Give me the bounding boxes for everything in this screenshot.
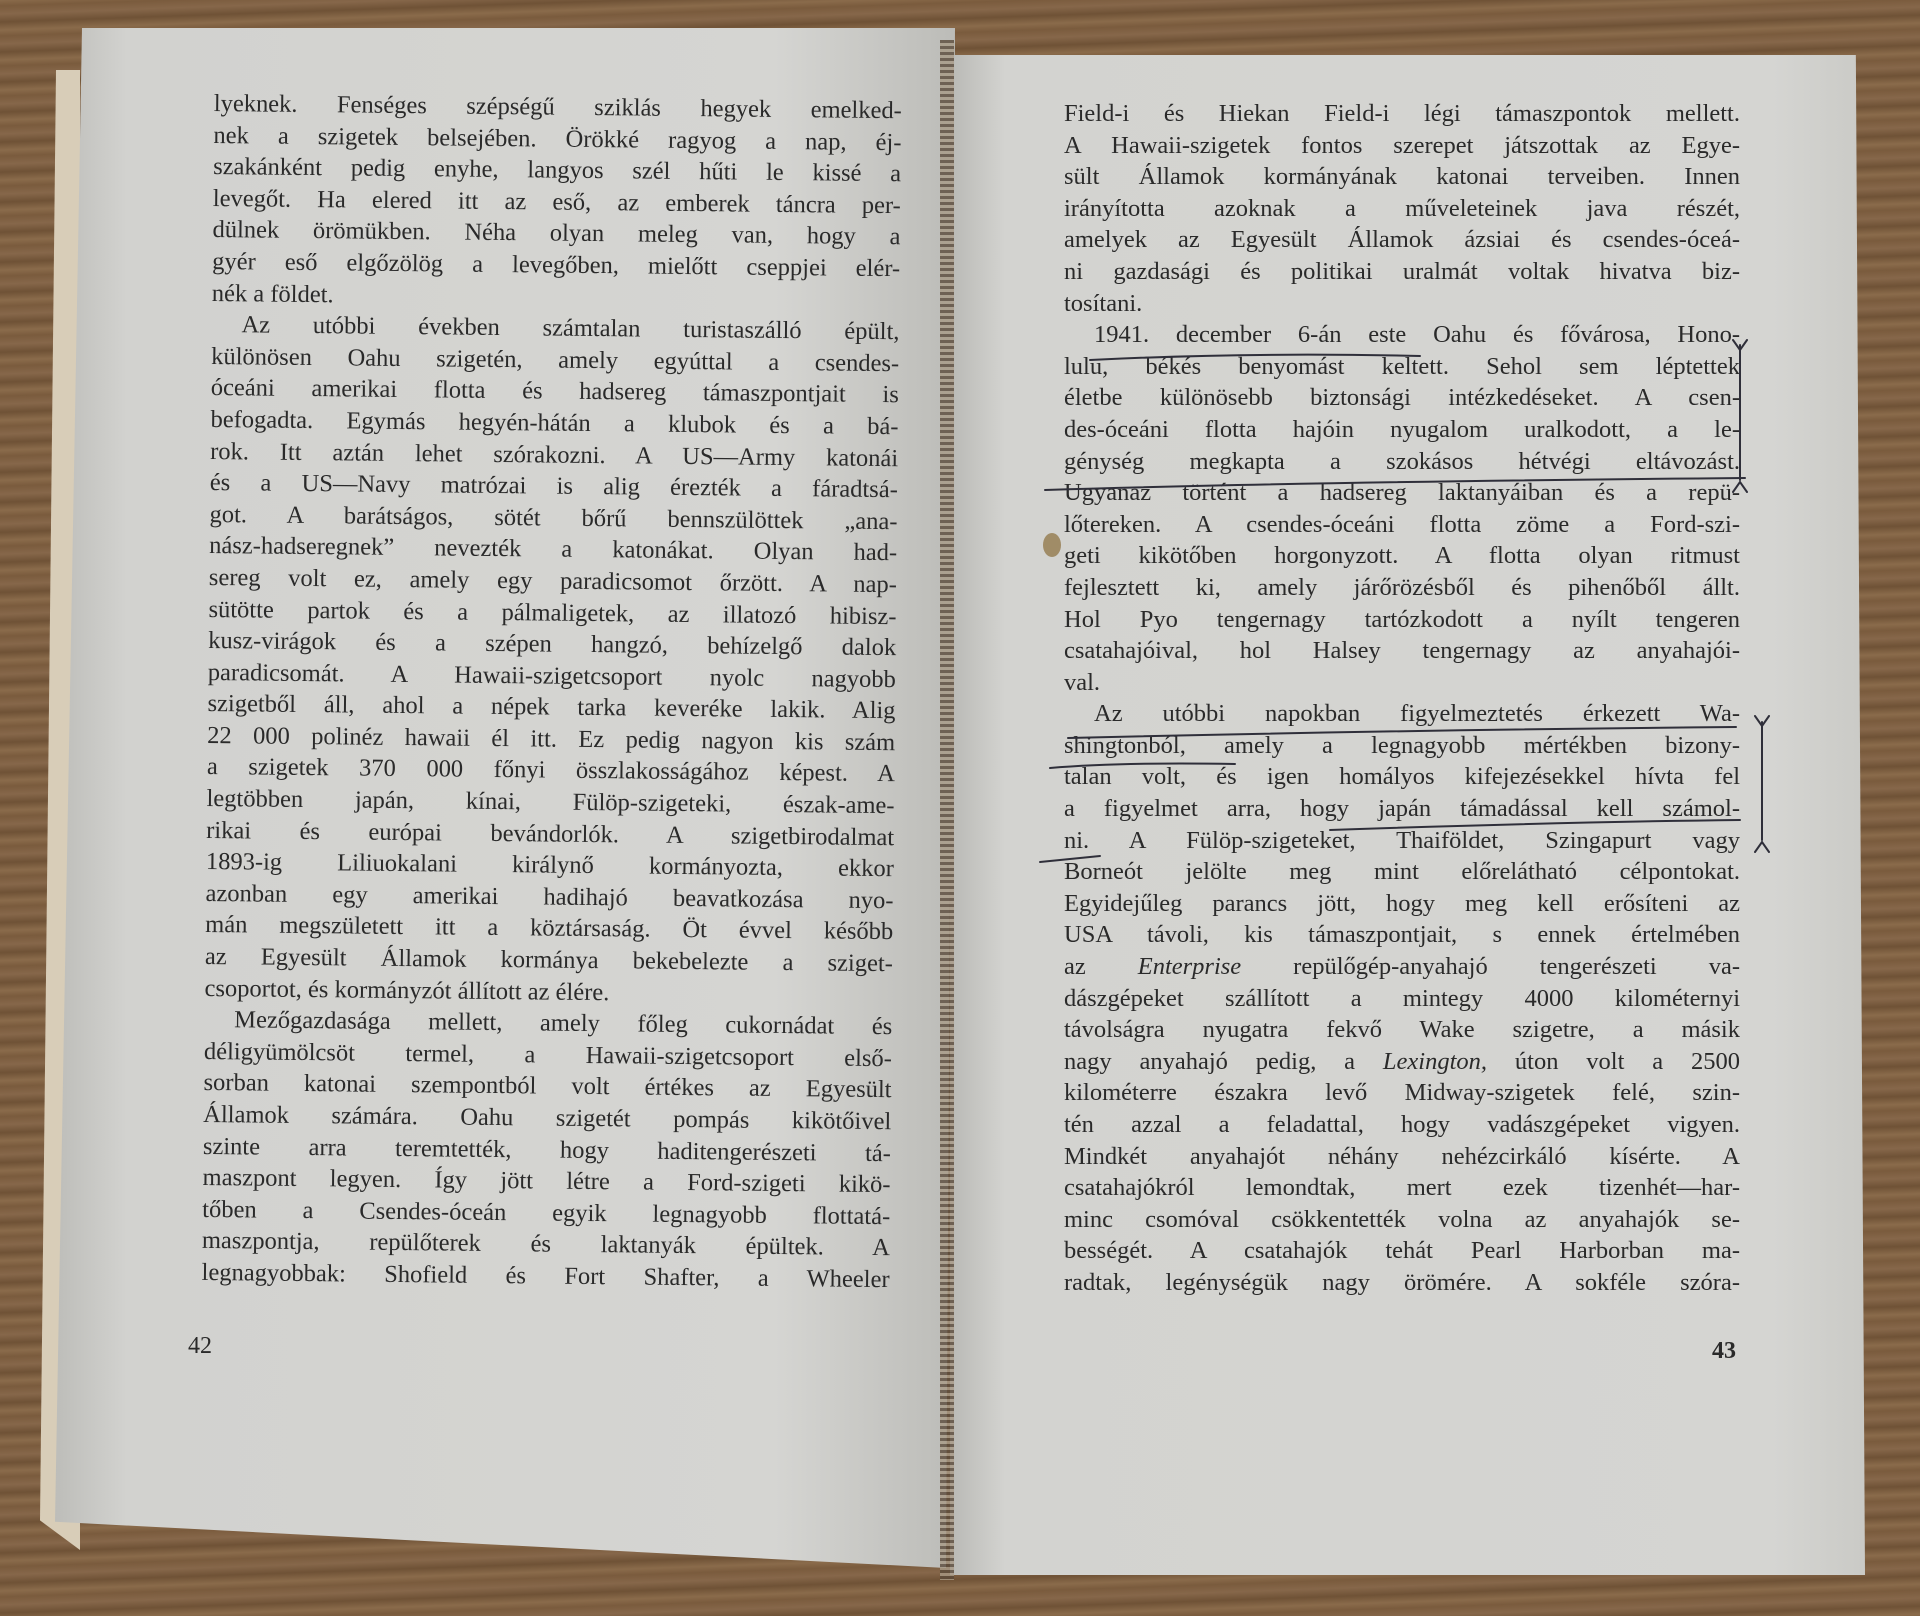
text-segment: amelyek az Egyesült Államok ázsiai és csendes-óceá- [1064,226,1740,254]
text-segment: got. A barátságos, sötét bőrű bennszülöttek „ana- [209,500,898,535]
text-segment: sült Államok kormányának katonai terveiben. Innen [1064,163,1740,191]
text-segment: nász-hadseregnek” nevezték a katonákat. Olyan had- [209,532,898,567]
text-segment: nagy anyahajó pedig, a [1064,1047,1383,1075]
text-segment: szinte arra teremtették, hogy haditengerészeti tá- [202,1132,892,1167]
text-segment: szakánként pedig enyhe, langyos szél hűti le kissé a [213,153,902,188]
text-line [1064,572,1740,604]
text-segment: tosítani. [1064,289,1143,317]
text-segment: geti kikötőben horgonyzott. A flotta olyan ritmust [1064,542,1740,570]
text-segment: különösen Oahu szigetén, amely egyúttal a csendes- [211,342,900,377]
text-line [1064,193,1740,225]
text-segment: távolságra nyugatra fekvő Wake szigetre, a másik [1064,1016,1740,1044]
text-line [1064,888,1740,920]
text-segment: mán megszületett itt a köztársaság. Öt évvel később [205,911,894,946]
left-page-text [201,88,902,1296]
text-segment: rikai és európai bevándorlók. A szigetbirodalmat [206,816,895,851]
text-segment: fejlesztett ki, amely járőrözésből és pihenőből állt. [1064,573,1740,601]
text-segment: nek a szigetek belsejében. Örökké ragyog a nap, éj- [213,121,902,156]
text-segment: 1893-ig Liliuokalani királynő kormányozta, ekkor [205,848,895,883]
text-segment: csoportot, és kormányzót állított az élére. [204,974,610,1006]
right-page-text [1064,98,1740,1299]
text-line [1064,130,1740,162]
text-segment: repülőgép-anyahajó tengerészeti va- [1241,953,1740,981]
text-line [1064,382,1740,414]
italic-ship-name: Lexington, [1382,1047,1488,1075]
text-segment: paradicsomát. A Hawaii-szigetcsoport nyolc nagyobb [207,658,896,693]
text-line [1064,793,1740,825]
italic-ship-name: Enterprise [1137,953,1242,981]
text-segment: az [1064,953,1138,981]
text-segment: shingtonból, amely a legnagyobb mértékben bizony- [1064,731,1740,759]
text-line [1064,667,1740,699]
text-line [1064,951,1740,983]
text-line [1064,477,1740,509]
text-segment: A Hawaii-szigetek fontos szerepet játszottak az Egye- [1064,131,1740,159]
text-line [1064,604,1740,636]
text-line [1064,1235,1740,1267]
text-line [1064,1109,1740,1141]
text-line [1064,414,1740,446]
text-segment: génység megkapta a szokásos hétvégi eltávozást. [1064,447,1740,475]
text-segment: levegőt. Ha elered itt az eső, az emberek táncra per- [212,184,901,219]
text-line [1064,288,1740,320]
text-segment: 1941. december 6-án este Oahu és fővárosa, Hono- [1094,321,1740,349]
text-segment: gyér eső elgőzölög a levegőben, mielőtt cseppjei elér- [212,247,901,283]
text-segment: irányította azoknak a műveleteinek java részét, [1064,194,1740,222]
text-segment: szigetből áll, ahol a népek tarka keveréke lakik. Alig [207,690,896,725]
text-line [1064,351,1740,383]
text-segment: Field-i és Hiekan Field-i légi támaszpontok mellett. [1064,100,1740,127]
text-segment: tén azzal a feladattal, hogy vadászgépeket vigyen. [1064,1111,1740,1138]
text-line [1064,161,1740,193]
text-segment: déligyümölcsöt termel, a Hawaii-szigetcsoport első- [203,1037,893,1072]
text-line [1064,1267,1740,1299]
text-line [1064,698,1740,730]
text-segment: Borneót jelölte meg mint előrelátható célpontokat. [1064,858,1740,886]
text-segment: a figyelmet arra, hogy japán támadással kell számol- [1064,795,1740,823]
text-line [1064,509,1740,541]
text-line [1064,919,1740,951]
text-line [1064,1014,1740,1046]
text-line [1064,224,1740,256]
text-segment: sereg volt ez, amely egy paradicsomot őrzött. A nap- [208,563,897,599]
text-segment: sorban katonai szempontból volt értékes az Egyesült [203,1069,892,1104]
text-segment: Államok számára. Oahu szigetét pompás kikötőivel [203,1100,892,1136]
text-line [1064,761,1740,793]
page-number-right: 43 [1712,1338,1736,1364]
text-segment: ni gazdasági és politikai uralmát voltak hivatva biz- [1064,257,1740,285]
text-line [1064,1077,1740,1109]
text-segment: sütötte partok és a pálmaligetek, az illatozó hibisz- [208,595,897,630]
text-segment: tőben a Csendes-óceán egyik legnagyobb flottatá- [202,1195,891,1230]
text-segment: ni. A Fülöp-szigeteket, Thaiföldet, Szingapurt vagy [1064,826,1740,854]
text-line [1064,540,1740,572]
text-segment: maszpont legyen. Így jött létre a Ford-szigeti kikö- [202,1164,891,1199]
text-segment: lőtereken. A csendes-óceáni flotta zöme a Ford-szi- [1064,510,1740,538]
text-line [1064,1172,1740,1204]
text-line [1064,983,1740,1015]
text-segment: talan volt, és igen homályos kifejezésekkel hívta fel [1064,763,1740,791]
text-segment: des-óceáni flotta hajóin nyugalom uralkodott, a le- [1064,415,1740,443]
text-segment: Az utóbbi években számtalan turistaszálló épült, [241,311,900,346]
text-line [1064,98,1740,130]
text-segment: dászgépeket szállított a mintegy 4000 kilométernyi [1064,984,1740,1012]
text-segment: 22 000 polinéz hawaii él itt. Ez pedig nagyon kis szám [207,721,896,757]
text-line [1064,1046,1740,1078]
text-segment: úton volt a 2500 [1487,1047,1740,1075]
text-segment: a szigetek 370 000 főnyi összlakosságához képest. A [206,753,895,788]
text-segment: az Egyesült Államok kormánya bekebelezte a sziget- [204,942,894,978]
text-segment: bességét. A csatahajók tehát Pearl Harborban ma- [1064,1237,1740,1265]
text-segment: kilométerre északra levő Midway-szigetek felé, szin- [1064,1079,1740,1107]
text-segment: USA távoli, kis támaszpontjait, s ennek értelmében [1064,921,1740,949]
text-segment: lulu, békés benyomást keltett. Sehol sem léptettek [1064,352,1740,380]
text-segment: Egyidejűleg parancs jött, hogy meg kell erősíteni az [1064,889,1740,917]
text-segment: radtak, legénységük nagy örömére. A sokféle szóra- [1064,1268,1740,1296]
text-segment: rok. Itt aztán lehet szórakozni. A US—Army katonái [210,437,899,472]
text-segment: dülnek örömükben. Néha olyan meleg van, hogy a [212,216,901,251]
text-segment: Mindkét anyahajót néhány nehézcirkáló kísérte. A [1064,1142,1740,1170]
text-segment: életbe különösebb biztonsági intézkedéseket. A csen- [1064,384,1740,412]
text-segment: val. [1064,668,1101,696]
text-segment: befogadta. Egymás hegyén-hátán a klubok és a bá- [210,405,899,441]
text-line [1064,256,1740,288]
text-line [1064,1204,1740,1236]
text-segment: kusz-virágok és a szépen hangzó, behízelgő dalok [208,627,897,662]
text-segment: legtöbben japán, kínai, Fülöp-szigeteki, észak-ame- [206,785,895,820]
text-line [1064,635,1740,667]
text-segment: legnagyobbak: Shofield és Fort Shafter, a Wheeler [201,1258,890,1294]
text-segment: azonban egy amerikai hadihajó beavatkozása nyo- [205,879,894,915]
text-segment: nék a földet. [211,279,334,308]
text-segment: minc csomóval csökkentették volna az anyahajók se- [1064,1205,1740,1233]
text-line [1064,730,1740,762]
text-segment: lyeknek. Fenséges szépségű sziklás hegyek emelked- [213,89,902,125]
text-segment: csatahajóival, hol Halsey tengernagy az anyahajói- [1064,637,1740,665]
text-line [1064,319,1740,351]
text-segment: maszpontja, repülőterek és laktanyák épültek. A [201,1227,891,1262]
text-line [1064,825,1740,857]
text-segment: Mezőgazdasága mellett, amely főleg cukornádat és [234,1006,893,1041]
text-line [1064,1141,1740,1173]
text-line [1064,856,1740,888]
page-number-left: 42 [188,1333,212,1359]
text-segment: Ugyanaz történt a hadsereg laktanyáiban és a repü- [1064,479,1740,507]
book-spine-binding [940,40,954,1580]
text-segment: csatahajókról lemondtak, mert ezek tizenhét—har- [1064,1174,1740,1202]
text-segment: óceáni amerikai flotta és hadsereg támaszpontjait is [210,374,899,409]
text-segment: Az utóbbi napokban figyelmeztetés érkezett Wa- [1094,700,1740,728]
text-segment: és a US—Navy matrózai is alig érezték a fáradtsá- [209,469,898,504]
text-line [1064,446,1740,478]
text-segment: Hol Pyo tengernagy tartózkodott a nyílt tengeren [1064,605,1740,633]
